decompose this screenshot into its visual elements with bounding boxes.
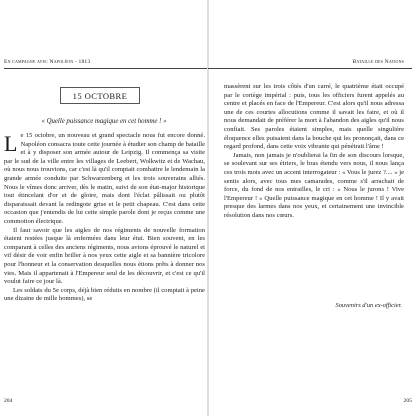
paragraph: Les soldats du 5e corps, déjà bien réduits en nombre (il comptait à peine une dizaine de mille hommes), se: [4, 286, 205, 303]
running-head-left: En campagne avec Napoléon - 1813: [4, 59, 91, 65]
paragraph-text: e 15 octobre, un nouveau et grand spectacle nous fut encore donné. Napoléon consacra toute cette journée à étudier son champ de bataille et à y disposer son armée autour de Leipzig. Il commença sa visite par le sud de la ville entre les villages de Leebert, Wolkwitz et de Wachau, où nous nous trouvions, car c'est là qu'il comptait combattre le lendemain la grande armée conduite par Schwarzenberg et les trois souverains alliés. Nous le vîmes donc arriver, dès le matin, suivi de son état-major historique tout étincelant d'or et de gloire, mais dont l'éclat pâlissait ou plutôt disparaissait devant la redingote grise et le petit chapeau. C'est dans cette occasion que j'entendis de lui cette simple parole dont je reçus comme une commotion électrique.: [4, 132, 205, 225]
epigraph: « Quelle puissance magique en cet homme ! »: [41, 118, 167, 125]
paragraph: [4, 132, 205, 227]
running-head-right: Bataille des Nations: [352, 59, 404, 65]
left-body-text: [4, 132, 205, 304]
right-page: [208, 0, 416, 416]
drop-cap: L: [4, 131, 18, 156]
page-number-right: 205: [403, 398, 412, 404]
header-rule-left: [4, 68, 208, 69]
paragraph: Il faut savoir que les aigles de nos régiments de nouvelle formation étaient restées jusque là enfermées dans leur étui. Bien souvent, en les comparant à celles des anciens régiments, nous avions éprouvé le naturel et vif désir de voir enfin briller à nos yeux cette aigle et sa bannière tricolore pour l'honneur et la conservation desquelles nous étions prêts à donner nos vies. Mais il appartenait à l'Empereur seul de les découvrir, et c'est ce qu'il voulut faire ce jour là.: [4, 226, 205, 286]
chapter-title: 15 OCTOBRE: [60, 87, 140, 104]
signature: Souvenirs d'un ex-officier.: [335, 302, 402, 309]
paragraph: massèrent sur les trois côtés d'un carré, le quatrième était occupé par le cortège impérial : puis, tous les officiers furent appelés au centre et placés en face de l'Empereur. C'est alors qu'il nous adressa une de ces courtes allocutions comme il savait les faire, et où il nous demandait de préférer la mort à l'abandon des aigles qu'il nous confiait. Ses paroles étaient simples, mais quelle singulière éloquence elles puisaient dans la bouche qui les prononçait, dans ce regard profond, dans cette voix vibrante qui pénétrait l'âme !: [224, 83, 404, 151]
page-number-left: 204: [4, 398, 13, 404]
paragraph: Jamais, non jamais je n'oublierai la fin de son discours lorsque, se soulevant sur ses étriers, le bras étendu vers nous, il nous lança ces trois mots avec un accent interrogateur : « Vous le jurez ?.... » je sentis alors, avec tous mes camarades, comme s'il arrachait de force, du fond de nos entrailles, le cri : « Nous le jurons ! Vive l'Empereur ! » Quelle puissance magique en cet homme ! Il y avait presque des larmes dans nos yeux, et certainement une invincible résolution dans nos cœurs.: [224, 151, 404, 219]
right-body-text: [224, 83, 404, 221]
header-rule-right: [208, 68, 412, 69]
